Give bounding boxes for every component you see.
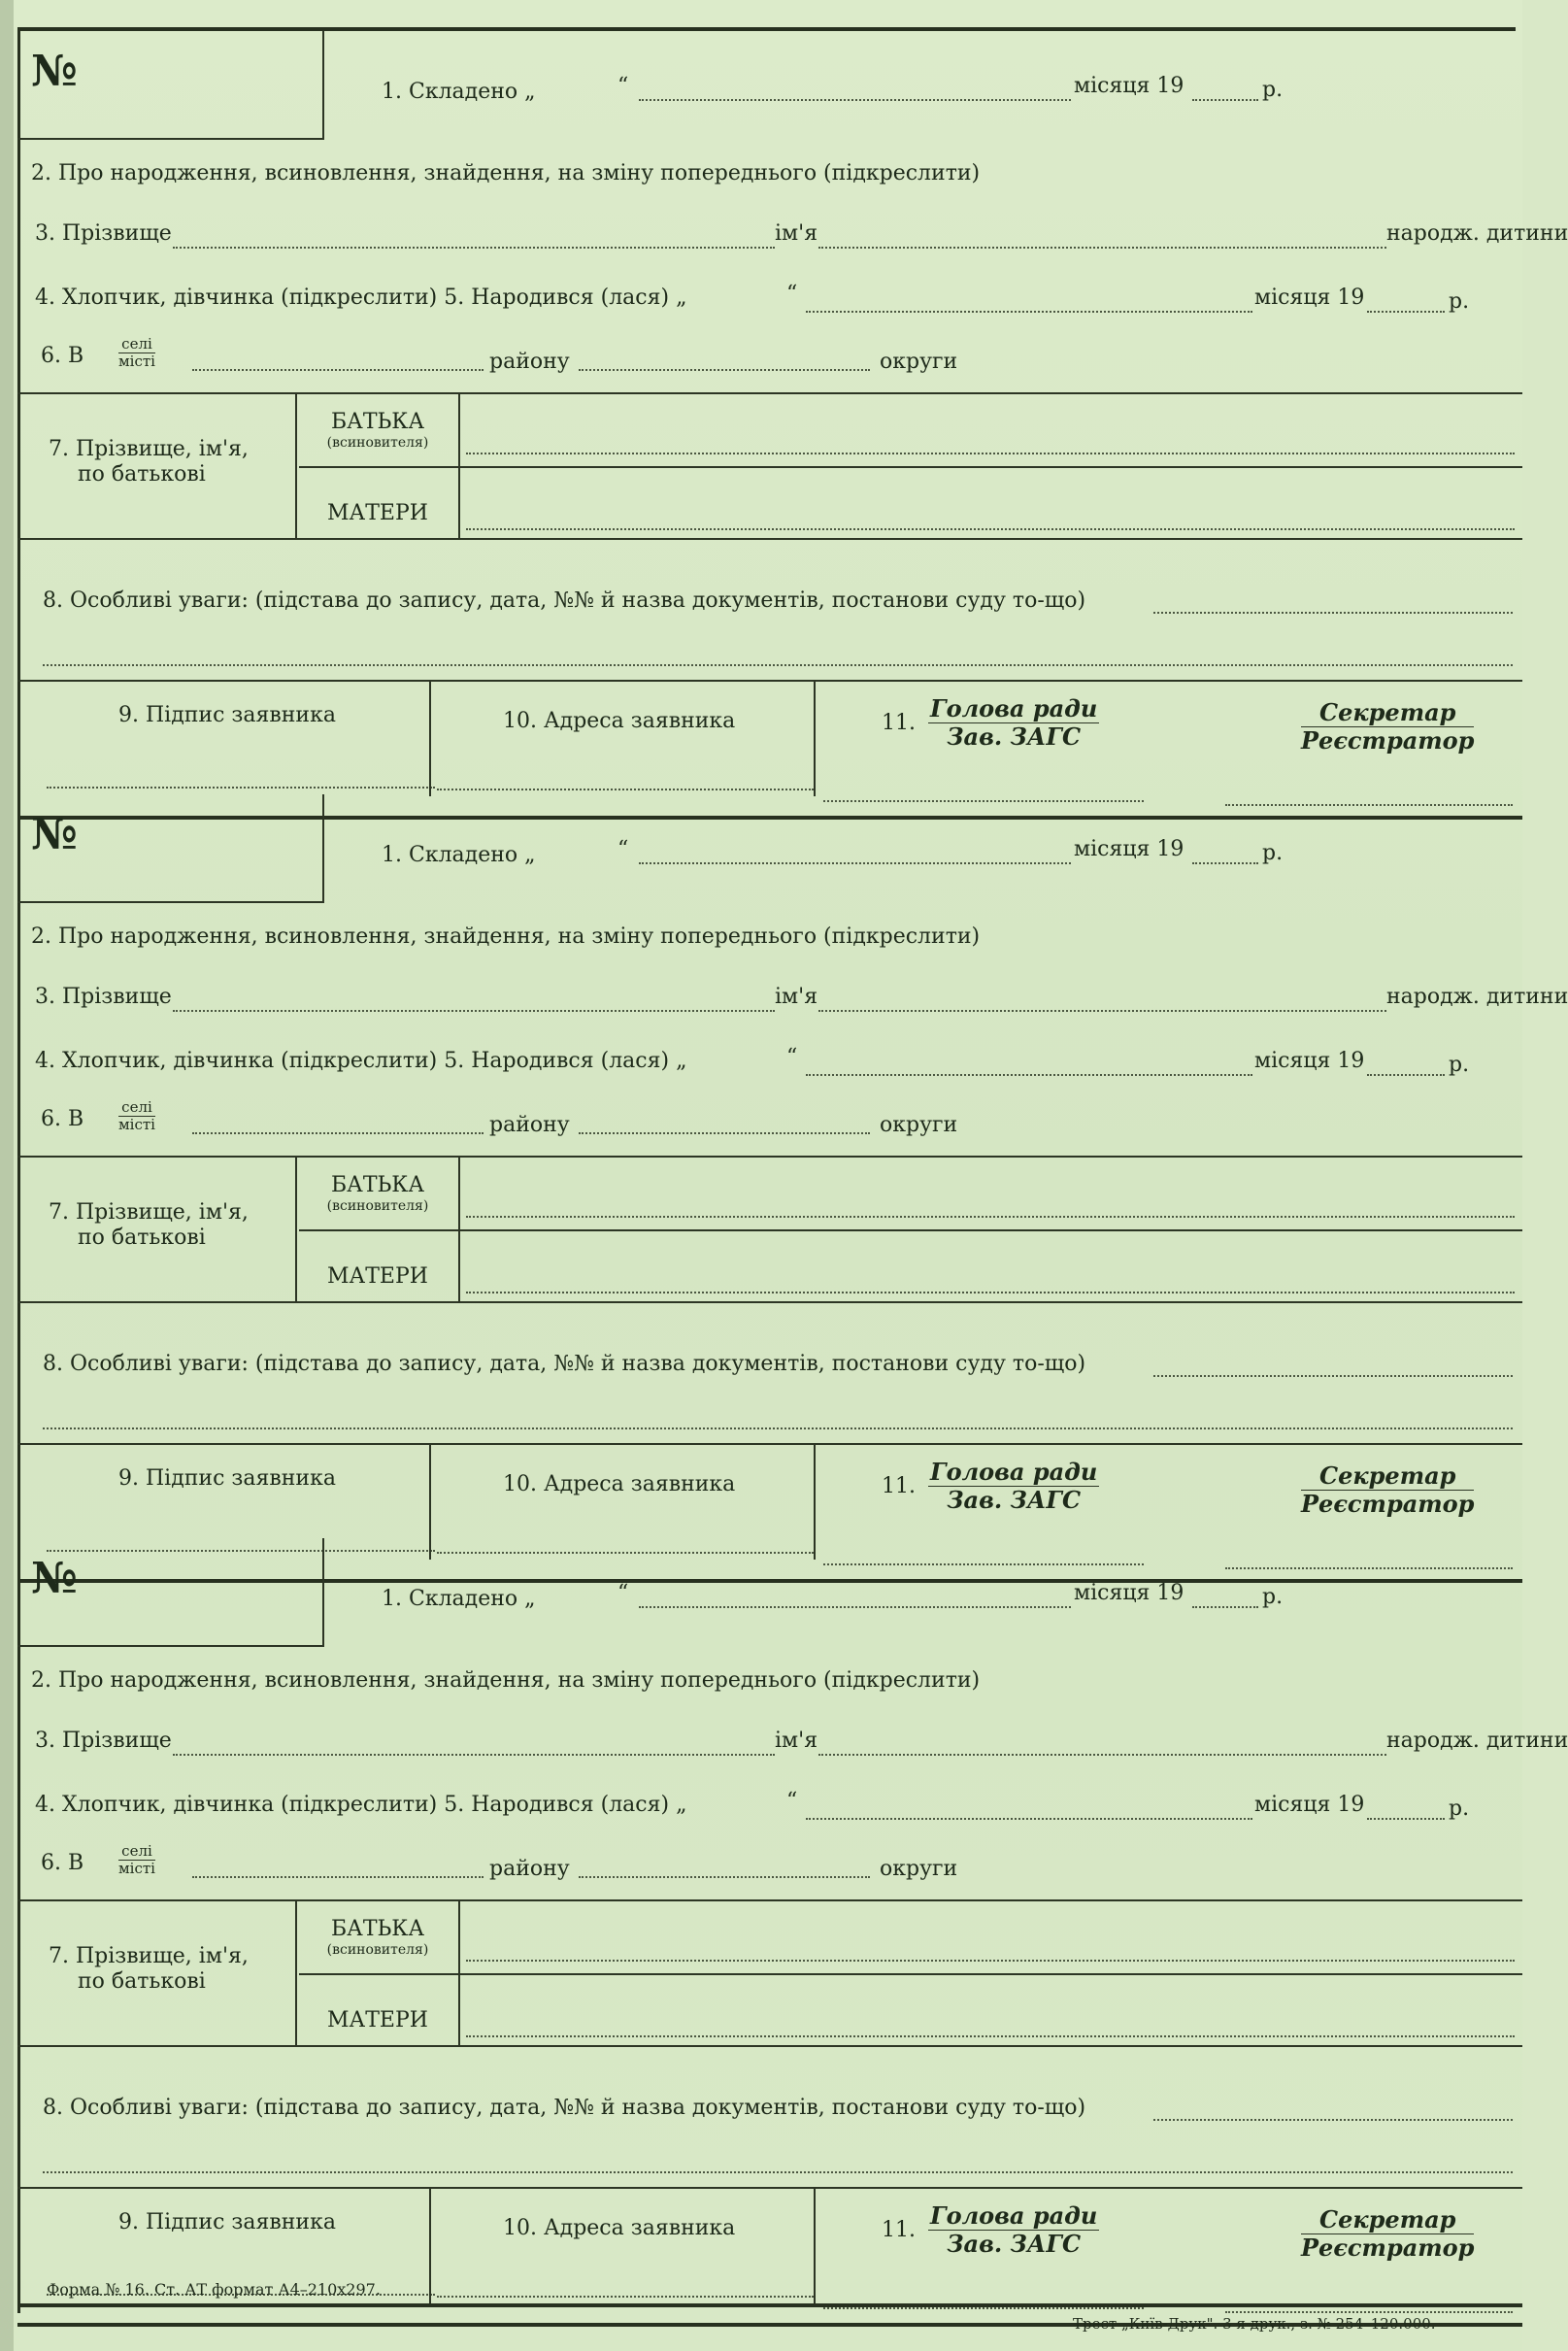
field-11-head-sign-line[interactable] [823,800,1144,802]
field-3-name: ім'я [775,985,818,1009]
field-11-secretary [1301,699,1474,755]
number-box-bottom [17,1645,324,1647]
field-1-quote: “ [617,1581,629,1605]
field-3-name-line[interactable] [818,247,1386,249]
field-4-year: р. [1449,1797,1470,1821]
section-9-top-rule [17,680,1522,682]
field-11-head-sign-line[interactable] [823,1563,1144,1565]
field-11-secr-bottom: Реєстратор [1301,1490,1475,1518]
field-8-line-1[interactable] [1153,1375,1513,1377]
field-6-place-line[interactable] [192,1132,484,1134]
section-8-top-rule [17,2045,1522,2047]
field-3-name: ім'я [775,1729,818,1753]
field-7-mother: МАТЕРИ [327,2008,428,2032]
field-1-day-line[interactable] [639,1606,1071,1608]
field-1-label: 1. Складено „ [382,80,536,104]
page-bottom-rule [17,2303,1522,2307]
field-1-year: р. [1262,1585,1284,1609]
field-11-secr-top: Секретар [1301,699,1474,727]
field-3-surname-line[interactable] [173,1010,775,1012]
field-11-secr-sign-line[interactable] [1225,2311,1513,2313]
field-4-day-line[interactable] [806,1818,1252,1820]
field-6-okrug: округи [880,1113,958,1137]
number-box-bottom [17,901,324,903]
binding-edge [0,0,14,2351]
field-1-year: р. [1262,78,1284,102]
field-7-mid-rule [299,1229,458,1231]
field-11-head [928,695,1099,751]
field-7-label-line1: 7. Прізвище, ім'я, [49,437,249,461]
field-3-name-line[interactable] [818,1010,1386,1012]
footer-form-number: Форма № 16. Ст. АТ формат А4–210х297. [47,2280,381,2299]
field-9-signature-line[interactable] [47,787,435,789]
block-bottom-rule [17,1579,1522,1583]
field-6-label: 6. В [41,344,84,368]
field-8-line-1[interactable] [1153,612,1513,614]
field-1-month: місяця 19 [1074,837,1184,861]
field-3-surname: 3. Прізвище [35,1729,172,1753]
field-11-secr-top: Секретар [1301,1462,1474,1491]
field-11-head-bottom: Зав. ЗАГС [947,722,1082,751]
field-4-label: 4. Хлопчик, дівчинка (підкреслити) 5. Народився (лася) „ [35,285,687,310]
field-3-surname-line[interactable] [173,247,775,249]
field-7-father-box [297,1173,458,1214]
field-10-label: 10. Адреса заявника [503,709,736,733]
field-11-num: 11. [882,2218,916,2242]
field-3-surname: 3. Прізвище [35,985,172,1009]
field-11-head-top: Голова ради [930,694,1098,722]
number-box-divider [322,794,324,903]
field-4-label: 4. Хлопчик, дівчинка (підкреслити) 5. Народився (лася) „ [35,1049,687,1073]
field-7-father-sub: (всиновителя) [326,1942,429,1958]
field-4-day-line[interactable] [806,311,1252,313]
field-7-father: БАТЬКА [330,410,424,434]
field-4-label: 4. Хлопчик, дівчинка (підкреслити) 5. Народився (лася) „ [35,1793,687,1817]
field-4-month: місяця 19 [1254,1793,1365,1817]
field-10-address-line[interactable] [437,789,814,790]
field-9-label: 9. Підпис заявника [118,703,336,727]
section-7-top-rule [17,1156,1522,1158]
field-6-district-line[interactable] [579,1132,870,1134]
field-7-label-line1: 7. Прізвище, ім'я, [49,1200,249,1225]
field-7-mother-line[interactable] [466,528,1515,530]
field-8-line-1[interactable] [1153,2119,1513,2121]
section-7-top-rule [17,392,1522,394]
field-7-father-line[interactable] [466,1960,1515,1962]
field-11-head [928,1459,1099,1514]
field-4-month: місяця 19 [1254,285,1365,310]
field-8-label: 8. Особливі уваги: (підстава до запису, дата, №№ й назва документів, постанови суду то-що) [43,2096,1086,2120]
footer-printer: Трест „Київ-Друк". 3 я друк., з. № 254–120.000. [1073,2315,1436,2333]
field-11-head-bottom: Зав. ЗАГС [947,1486,1082,1514]
field-6-village: селі [118,1843,155,1861]
field-10-divider [814,2187,816,2303]
field-1-label: 1. Складено „ [382,1587,536,1611]
field-11-secr-bottom: Реєстратор [1301,726,1475,755]
field-6-village: селі [118,336,155,353]
field-1-day-line[interactable] [639,862,1071,864]
field-11-secr-sign-line[interactable] [1225,804,1513,806]
field-7-label-line2: по батькові [78,1969,206,1994]
field-1-day-line[interactable] [639,99,1071,101]
section-8-top-rule [17,538,1522,540]
number-box-bottom [17,138,324,140]
field-3-name-line[interactable] [818,1754,1386,1756]
field-8-label: 8. Особливі уваги: (підстава до запису, дата, №№ й назва документів, постанови суду то-що) [43,1352,1086,1376]
field-1-month: місяця 19 [1074,1581,1184,1605]
field-11-num: 11. [882,1474,916,1498]
field-4-year: р. [1449,289,1470,314]
field-4-year: р. [1449,1053,1470,1077]
field-1-year-line[interactable] [1192,99,1258,101]
field-1-month: місяця 19 [1074,74,1184,98]
field-6-place-type [118,1099,155,1133]
field-7-mother-line[interactable] [466,1292,1515,1293]
field-4-day-line[interactable] [806,1074,1252,1076]
field-6-district: району [489,1113,570,1137]
field-4-quote: “ [786,1045,798,1069]
field-7-father-line[interactable] [466,453,1515,454]
field-10-address-line[interactable] [437,2296,814,2298]
field-9-divider [429,2187,431,2303]
field-11-head-top: Голова ради [930,1458,1098,1486]
field-4-year-line[interactable] [1367,311,1445,313]
field-6-okrug: округи [880,1857,958,1881]
section-9-top-rule [17,2187,1522,2189]
field-7-mother-line[interactable] [466,2035,1515,2037]
field-7-mid-rule [299,466,458,468]
field-7-father: БАТЬКА [330,1917,424,1941]
field-7-divider-right [458,1899,460,2045]
field-6-village: селі [118,1099,155,1117]
field-4-month: місяця 19 [1254,1049,1365,1073]
field-11-secr-top: Секретар [1301,2206,1474,2234]
field-6-district-line[interactable] [579,369,870,371]
field-6-town: місті [118,1116,155,1133]
field-11-head-sign-line[interactable] [823,2307,1144,2309]
field-8-line-2[interactable] [43,2171,1513,2173]
field-9-signature-line[interactable] [47,1550,435,1552]
section-8-top-rule [17,1301,1522,1303]
field-11-num: 11. [882,711,916,735]
field-3-child: народж. дитини [1386,1729,1568,1753]
field-11-head-bottom: Зав. ЗАГС [947,2230,1082,2258]
field-9-divider [429,1443,431,1560]
field-3-surname: 3. Прізвище [35,221,172,246]
field-6-district-line[interactable] [579,1876,870,1878]
field-6-okrug: округи [880,350,958,374]
field-11-head-top: Голова ради [930,2201,1098,2230]
field-1-year-line[interactable] [1192,862,1258,864]
field-1-year-line[interactable] [1192,1606,1258,1608]
field-10-address-line[interactable] [437,1552,814,1554]
field-3-name: ім'я [775,221,818,246]
field-6-place-line[interactable] [192,1876,484,1878]
field-6-district: району [489,350,570,374]
field-4-year-line[interactable] [1367,1074,1445,1076]
field-6-place-type [118,336,155,370]
field-1-label: 1. Складено „ [382,843,536,867]
field-6-place-type [118,1843,155,1877]
field-7-mid-rule [299,1973,458,1975]
field-7-label-line2: по батькові [78,1226,206,1250]
field-6-place-line[interactable] [192,369,484,371]
field-4-quote: “ [786,1789,798,1813]
section-9-top-rule [17,1443,1522,1445]
field-7-mother-box [297,1264,458,1290]
field-7-label-line1: 7. Прізвище, ім'я, [49,1944,249,1968]
record-number-sign: № [31,1554,78,1603]
field-7-father-rule [460,1229,1522,1231]
field-7-mother: МАТЕРИ [327,501,428,525]
field-2-label: 2. Про народження, всиновлення, знайдення, на зміну попереднього (підкреслити) [31,161,981,185]
field-9-label: 9. Підпис заявника [118,2210,336,2234]
field-10-label: 10. Адреса заявника [503,2216,736,2240]
field-1-quote: “ [617,74,629,98]
field-9-label: 9. Підпис заявника [118,1466,336,1491]
field-6-label: 6. В [41,1107,84,1131]
field-6-district: району [489,1857,570,1881]
field-7-father-sub: (всиновителя) [326,1198,429,1214]
field-6-town: місті [118,353,155,370]
field-8-line-2[interactable] [43,1427,1513,1429]
number-box-divider [322,1538,324,1647]
field-11-secr-bottom: Реєстратор [1301,2233,1475,2262]
field-11-secretary [1301,1462,1474,1518]
field-1-year: р. [1262,841,1284,865]
field-11-secretary [1301,2206,1474,2262]
field-11-head [928,2202,1099,2258]
field-4-quote: “ [786,282,798,306]
field-9-divider [429,680,431,796]
field-10-divider [814,1443,816,1560]
field-2-label: 2. Про народження, всиновлення, знайдення, на зміну попереднього (підкреслити) [31,924,981,949]
field-3-surname-line[interactable] [173,1754,775,1756]
field-10-divider [814,680,816,796]
field-7-father-rule [460,466,1522,468]
field-7-father: БАТЬКА [330,1173,424,1197]
field-7-divider-right [458,1156,460,1301]
record-number-sign: № [31,47,78,96]
block-bottom-rule [17,816,1522,820]
section-7-top-rule [17,1899,1522,1901]
field-7-divider-right [458,392,460,538]
field-3-child: народж. дитини [1386,985,1568,1009]
field-2-label: 2. Про народження, всиновлення, знайдення, на зміну попереднього (підкреслити) [31,1668,981,1693]
number-box-divider [322,31,324,140]
record-number-sign: № [31,810,78,859]
field-7-father-box [297,1917,458,1958]
field-7-mother: МАТЕРИ [327,1264,428,1289]
field-8-line-2[interactable] [43,664,1513,666]
field-8-label: 8. Особливі уваги: (підстава до запису, дата, №№ й назва документів, постанови суду то-що) [43,588,1086,613]
field-7-father-line[interactable] [466,1216,1515,1218]
field-11-secr-sign-line[interactable] [1225,1567,1513,1569]
field-3-child: народж. дитини [1386,221,1568,246]
field-6-town: місті [118,1860,155,1877]
field-7-father-box [297,410,458,451]
field-4-year-line[interactable] [1367,1818,1445,1820]
field-7-mother-box [297,2008,458,2033]
field-10-label: 10. Адреса заявника [503,1472,736,1496]
field-7-father-sub: (всиновителя) [326,435,429,451]
field-7-mother-box [297,501,458,526]
field-7-label-line2: по батькові [78,462,206,487]
field-1-quote: “ [617,837,629,861]
field-7-father-rule [460,1973,1522,1975]
field-6-label: 6. В [41,1851,84,1875]
